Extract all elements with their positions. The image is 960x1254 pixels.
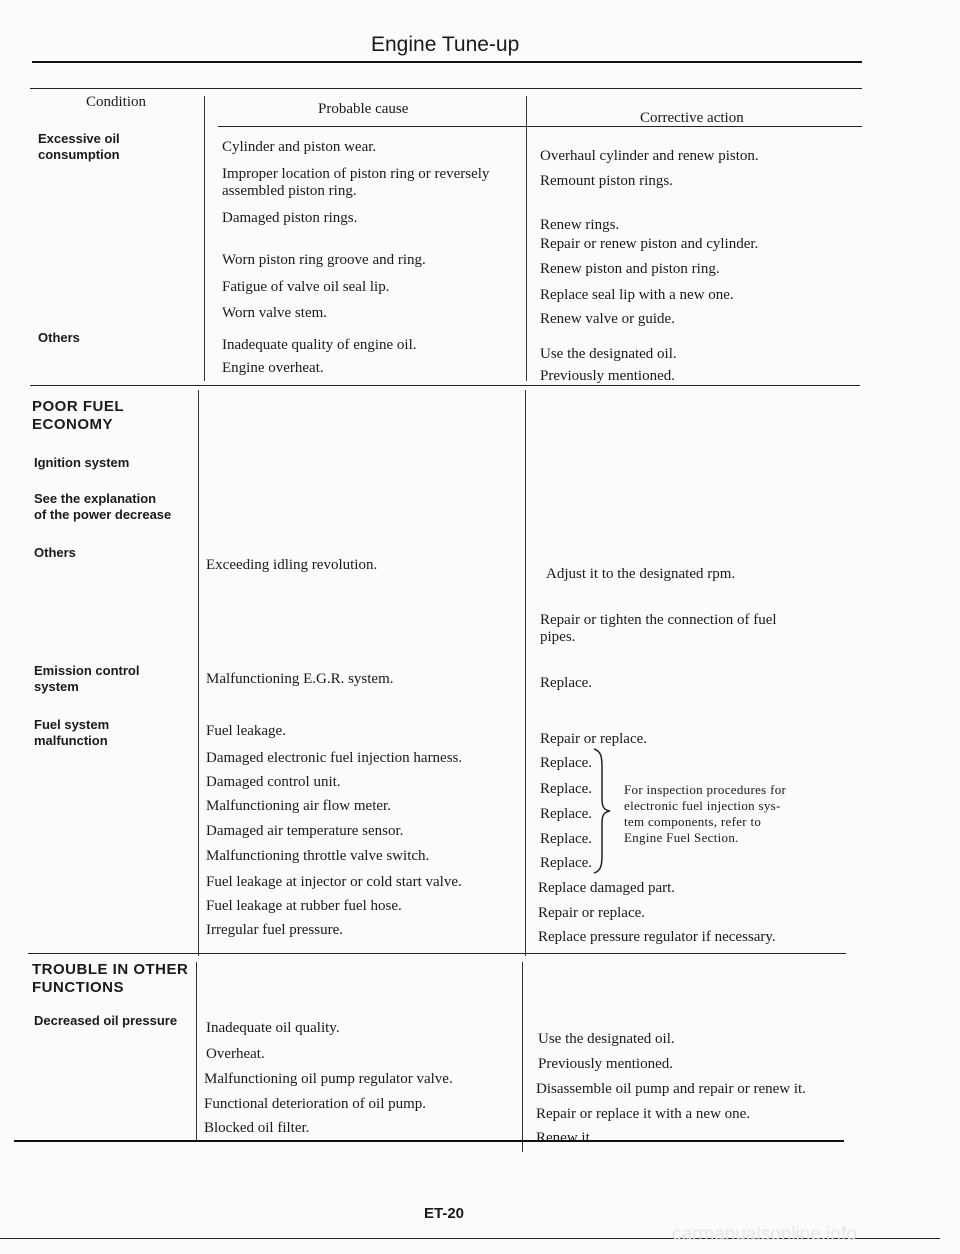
action-item: Use the designated oil.	[538, 1031, 675, 1047]
cause-item: Worn piston ring groove and ring.	[222, 252, 426, 268]
action-item: Disassemble oil pump and repair or renew it.	[536, 1081, 806, 1097]
action-item: Replace damaged part.	[538, 880, 676, 896]
action-item: Repair or replace.	[538, 905, 646, 921]
cause-item: Engine overheat.	[222, 360, 324, 376]
cause-item: Fuel leakage.	[206, 723, 286, 739]
section-title-trouble-other-functions: TROUBLE IN OTHER FUNCTIONS	[32, 961, 189, 996]
brace-note: For inspection procedures for electronic fuel injection sys- tem components, refer to Engine Fuel Section.	[624, 782, 787, 845]
cause-item: Malfunctioning E.G.R. system.	[206, 671, 394, 687]
cause-item: Fuel leakage at injector or cold start valve.	[206, 874, 462, 890]
action-item: Renew valve or guide.	[540, 311, 675, 327]
action-item: Renew it.	[536, 1130, 594, 1146]
cause-item: Malfunctioning air flow meter.	[206, 798, 391, 814]
condition-fuel-system: Fuel system malfunction	[34, 717, 110, 748]
action-item: Renew piston and piston ring.	[540, 261, 720, 277]
action-item: Use the designated oil.	[540, 346, 677, 362]
cause-item: Damaged air temperature sensor.	[206, 823, 404, 839]
action-item: Adjust it to the designated rpm.	[546, 566, 736, 582]
condition-ignition-system: Ignition system	[34, 455, 130, 470]
cause-item: Damaged piston rings.	[222, 210, 358, 226]
action-item: Repair or replace.	[540, 731, 648, 747]
action-item: Repair or replace it with a new one.	[536, 1106, 751, 1122]
cause-item: Blocked oil filter.	[204, 1120, 310, 1136]
action-item: Replace.	[540, 831, 593, 847]
col-header-action: Corrective action	[640, 110, 744, 126]
section-rule-1	[30, 385, 860, 386]
cause-item: Inadequate oil quality.	[206, 1020, 340, 1036]
col-header-cause: Probable cause	[318, 101, 409, 117]
col-rule-right-1	[526, 96, 527, 381]
cause-item: Inadequate quality of engine oil.	[222, 337, 417, 353]
condition-decreased-oil-pressure: Decreased oil pressure	[34, 1013, 178, 1028]
cause-item: Exceeding idling revolution.	[206, 557, 378, 573]
cause-item: Malfunctioning throttle valve switch.	[206, 848, 430, 864]
cause-item: Malfunctioning oil pump regulator valve.	[204, 1071, 453, 1087]
cause-item: Worn valve stem.	[222, 305, 328, 321]
section-title-poor-fuel-economy: POOR FUEL ECONOMY	[32, 398, 125, 433]
cause-item: Fatigue of valve oil seal lip.	[222, 279, 390, 295]
col-rule-left-2	[198, 390, 199, 956]
cause-item: Cylinder and piston wear.	[222, 139, 377, 155]
cause-item: Damaged electronic fuel injection harness.	[206, 750, 463, 766]
section-rule-2	[28, 953, 846, 954]
cause-item: Functional deterioration of oil pump.	[204, 1096, 427, 1112]
action-item: Previously mentioned.	[540, 368, 675, 384]
action-item: Previously mentioned.	[538, 1056, 673, 1072]
col-rule-left-1	[204, 96, 205, 381]
page-number: ET-20	[424, 1205, 465, 1222]
curly-brace-icon	[592, 747, 614, 875]
action-item: Renew rings.	[540, 217, 620, 233]
page-title: Engine Tune-up	[371, 33, 520, 56]
action-item: Replace pressure regulator if necessary.	[538, 929, 776, 945]
cause-item: Overheat.	[206, 1046, 265, 1062]
table-bottom-rule	[14, 1140, 844, 1142]
cause-item: Improper location of piston ring or reversely assembled piston ring.	[222, 166, 490, 199]
header-underline	[218, 126, 862, 127]
action-item: Replace seal lip with a new one.	[540, 287, 734, 303]
condition-see-explanation: See the explanation of the power decrease	[34, 491, 172, 522]
header-rule	[32, 61, 862, 63]
condition-emission-control: Emission control system	[34, 663, 140, 694]
action-item: Replace.	[540, 781, 593, 797]
action-item: Replace.	[540, 675, 593, 691]
condition-excessive-oil: Excessive oil consumption	[38, 131, 120, 162]
action-item: Replace.	[540, 806, 593, 822]
watermark: carmanualsonline.info	[672, 1224, 857, 1245]
table-top-rule	[30, 88, 862, 89]
condition-others: Others	[38, 330, 80, 345]
cause-item: Fuel leakage at rubber fuel hose.	[206, 898, 402, 914]
cause-item: Irregular fuel pressure.	[206, 922, 344, 938]
action-item: Replace.	[540, 755, 593, 771]
col-header-condition: Condition	[86, 94, 147, 110]
col-rule-right-3	[522, 962, 523, 1152]
action-item: Repair or tighten the connection of fuel pipes.	[540, 612, 777, 645]
condition-others: Others	[34, 545, 76, 560]
action-item: Overhaul cylinder and renew piston.	[540, 148, 759, 164]
action-item: Repair or renew piston and cylinder.	[540, 236, 759, 252]
col-rule-left-3	[196, 962, 197, 1140]
action-item: Remount piston rings.	[540, 173, 673, 189]
cause-item: Damaged control unit.	[206, 774, 341, 790]
action-item: Replace.	[540, 855, 593, 871]
col-rule-right-2	[525, 390, 526, 956]
